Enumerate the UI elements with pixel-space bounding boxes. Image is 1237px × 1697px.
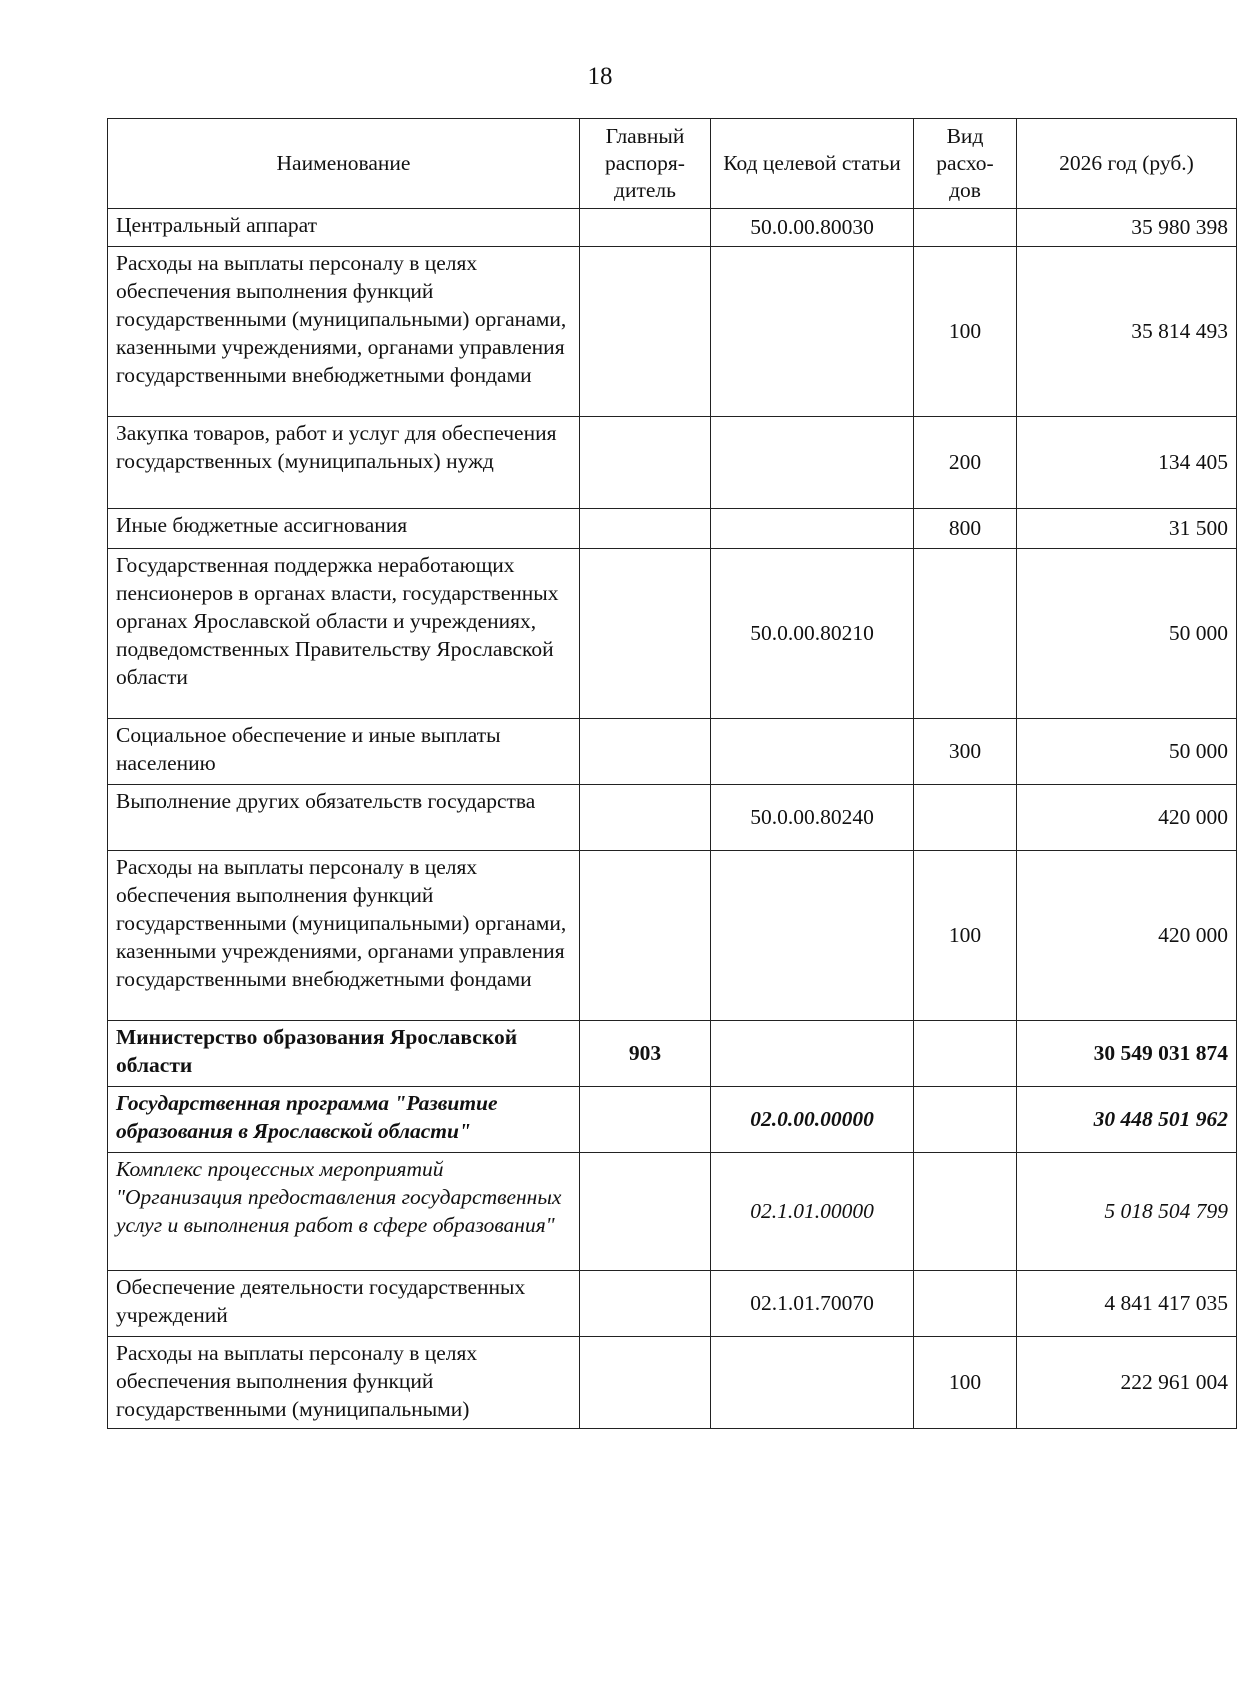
- cell-grbs: [580, 1153, 711, 1271]
- header-type: [914, 119, 1017, 209]
- table-row: [108, 719, 1237, 785]
- cell-amount-2026: 5 018 504 799: [1017, 1153, 1237, 1271]
- cell-expense-type: [914, 1153, 1017, 1271]
- cell-expense-type: [914, 1271, 1017, 1337]
- cell-expense-type: [914, 549, 1017, 719]
- cell-target-code: 50.0.00.80240: [711, 785, 914, 851]
- cell-amount-2026: 30 549 031 874: [1017, 1021, 1237, 1087]
- table-row: [108, 1021, 1237, 1087]
- cell-name: Расходы на выплаты персоналу в целях обеспечения выполнения функций государственными (муниципальными) органами, казенными учреждениями, органами управления государственными внебюджетными фондами: [108, 247, 580, 417]
- cell-grbs: 903: [580, 1021, 711, 1087]
- header-amount-text: 2026 год (руб.): [1059, 151, 1194, 175]
- cell-grbs: [580, 509, 711, 549]
- cell-name: Выполнение других обязательств государства: [108, 785, 580, 851]
- cell-expense-type: [914, 209, 1017, 247]
- table-row: [108, 549, 1237, 719]
- cell-expense-type: 100: [914, 851, 1017, 1021]
- cell-grbs: [580, 851, 711, 1021]
- cell-amount-2026: 35 980 398: [1017, 209, 1237, 247]
- cell-expense-type: [914, 1087, 1017, 1153]
- cell-grbs: [580, 209, 711, 247]
- cell-expense-type: 100: [914, 247, 1017, 417]
- header-code: [711, 119, 914, 209]
- cell-expense-type: [914, 785, 1017, 851]
- cell-target-code: 02.1.01.00000: [711, 1153, 914, 1271]
- cell-expense-type: [914, 1021, 1017, 1087]
- table-row: [108, 1087, 1237, 1153]
- cell-amount-2026: 35 814 493: [1017, 247, 1237, 417]
- cell-expense-type: 300: [914, 719, 1017, 785]
- header-grbs-text: Главный распоря-дитель: [605, 124, 685, 202]
- cell-name: Комплекс процессных мероприятий "Организация предоставления государственных услуг и выполнения работ в сфере образования": [108, 1153, 580, 1271]
- cell-name: Иные бюджетные ассигнования: [108, 509, 580, 549]
- cell-target-code: [711, 719, 914, 785]
- cell-expense-type: 800: [914, 509, 1017, 549]
- cell-target-code: 02.1.01.70070: [711, 1271, 914, 1337]
- cell-name: Государственная поддержка неработающих пенсионеров в органах власти, государственных органах Ярославской области и учреждениях, подведомственных Правительству Ярославской области: [108, 549, 580, 719]
- table-row: [108, 247, 1237, 417]
- cell-grbs: [580, 247, 711, 417]
- table-row: [108, 1153, 1237, 1271]
- header-code-text: Код целевой статьи: [723, 151, 901, 175]
- cell-target-code: [711, 247, 914, 417]
- cell-target-code: [711, 851, 914, 1021]
- cell-amount-2026: 420 000: [1017, 851, 1237, 1021]
- cell-name: Расходы на выплаты персоналу в целях обеспечения выполнения функций государственными (муниципальными) органами, казенными учреждениями, органами управления государственными внебюджетными фондами: [108, 851, 580, 1021]
- cell-amount-2026: 222 961 004: [1017, 1337, 1237, 1429]
- cell-grbs: [580, 417, 711, 509]
- cell-target-code: 50.0.00.80030: [711, 209, 914, 247]
- budget-table: [107, 118, 1237, 1429]
- header-amount: [1017, 119, 1237, 209]
- cell-target-code: 50.0.00.80210: [711, 549, 914, 719]
- cell-amount-2026: 50 000: [1017, 549, 1237, 719]
- cell-name: Социальное обеспечение и иные выплаты населению: [108, 719, 580, 785]
- cell-amount-2026: 4 841 417 035: [1017, 1271, 1237, 1337]
- table-row: [108, 209, 1237, 247]
- cell-grbs: [580, 549, 711, 719]
- cell-grbs: [580, 785, 711, 851]
- cell-grbs: [580, 719, 711, 785]
- page-number: 18: [587, 63, 613, 90]
- cell-amount-2026: 50 000: [1017, 719, 1237, 785]
- cell-grbs: [580, 1337, 711, 1429]
- cell-expense-type: 200: [914, 417, 1017, 509]
- header-name: Наименование: [108, 119, 580, 209]
- table-row: [108, 509, 1237, 549]
- table-body: [108, 209, 1237, 1429]
- cell-target-code: 02.0.00.00000: [711, 1087, 914, 1153]
- table-row: [108, 851, 1237, 1021]
- cell-expense-type: 100: [914, 1337, 1017, 1429]
- cell-name: Государственная программа "Развитие образования в Ярославской области": [108, 1087, 580, 1153]
- cell-amount-2026: 134 405: [1017, 417, 1237, 509]
- header-grbs: [580, 119, 711, 209]
- cell-target-code: [711, 1337, 914, 1429]
- cell-grbs: [580, 1087, 711, 1153]
- cell-amount-2026: 420 000: [1017, 785, 1237, 851]
- cell-target-code: [711, 509, 914, 549]
- table-row: [108, 1271, 1237, 1337]
- cell-amount-2026: 31 500: [1017, 509, 1237, 549]
- table-row: [108, 1337, 1237, 1429]
- cell-name: Центральный аппарат: [108, 209, 580, 247]
- cell-name: Министерство образования Ярославской области: [108, 1021, 580, 1087]
- cell-name: Закупка товаров, работ и услуг для обеспечения государственных (муниципальных) нужд: [108, 417, 580, 509]
- cell-target-code: [711, 1021, 914, 1087]
- cell-name: Расходы на выплаты персоналу в целях обеспечения выполнения функций государственными (муниципальными): [108, 1337, 580, 1429]
- cell-amount-2026: 30 448 501 962: [1017, 1087, 1237, 1153]
- cell-name: Обеспечение деятельности государственных учреждений: [108, 1271, 580, 1337]
- cell-grbs: [580, 1271, 711, 1337]
- table-row: [108, 417, 1237, 509]
- table-header-row: [108, 119, 1237, 209]
- header-type-text: Вид расхо-дов: [936, 124, 994, 202]
- cell-target-code: [711, 417, 914, 509]
- table-row: [108, 785, 1237, 851]
